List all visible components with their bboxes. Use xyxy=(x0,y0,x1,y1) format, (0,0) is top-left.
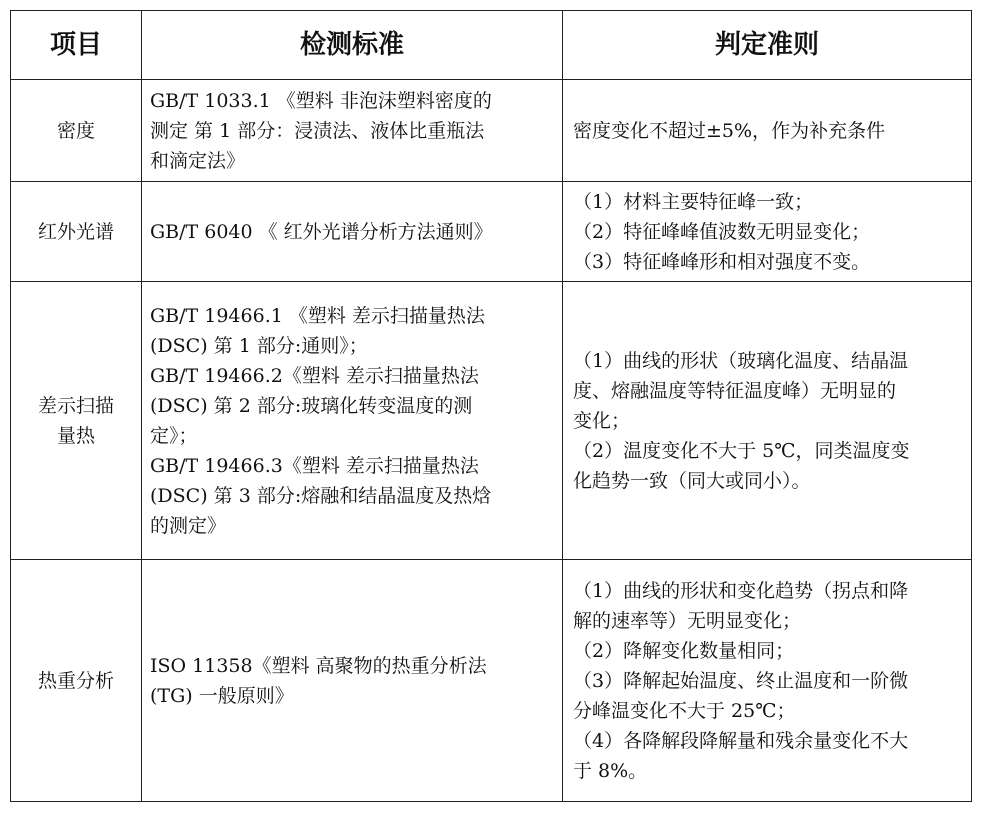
criteria-cell xyxy=(563,182,972,282)
standard-line: (DSC) 第 2 部分:玻璃化转变温度的测 xyxy=(150,394,473,417)
standard-line: GB/T 19466.2《塑料 差示扫描量热法 xyxy=(150,364,479,387)
table-row-dsc xyxy=(11,282,972,560)
criteria-line: （1）曲线的形状（玻璃化温度、结晶温 xyxy=(573,349,909,372)
criteria-cell xyxy=(563,560,972,802)
criteria-line: 密度变化不超过±5%，作为补充条件 xyxy=(573,119,886,142)
criteria-line: 分峰温变化不大于 25℃； xyxy=(573,699,796,722)
standard-cell xyxy=(142,560,563,802)
criteria-cell xyxy=(563,80,972,182)
criteria-line: （1）材料主要特征峰一致； xyxy=(573,190,814,213)
standard-cell xyxy=(142,80,563,182)
item-label: 密度 xyxy=(56,119,95,142)
criteria-line: （3）降解起始温度、终止温度和一阶微 xyxy=(573,669,909,692)
table-row-density xyxy=(11,80,972,182)
criteria-line: 变化； xyxy=(573,409,631,432)
standard-line: 的测定》 xyxy=(150,514,227,537)
item-label: 差示扫描 xyxy=(37,394,114,417)
table-row-infrared xyxy=(11,182,972,282)
standards-table xyxy=(10,10,972,802)
header-item: 项目 xyxy=(11,11,142,80)
item-cell xyxy=(11,560,142,802)
criteria-line: （2）特征峰峰值波数无明显变化； xyxy=(573,220,871,243)
table-row-tga xyxy=(11,560,972,802)
criteria-line: 度、熔融温度等特征温度峰）无明显的 xyxy=(573,379,897,402)
criteria-line: （2）温度变化不大于 5℃，同类温度变 xyxy=(573,439,910,462)
item-cell xyxy=(11,282,142,560)
standard-line: ISO 11358《塑料 高聚物的热重分析法 xyxy=(150,654,487,677)
standard-line: GB/T 6040 《 红外光谱分析方法通则》 xyxy=(150,220,493,243)
standard-line: (DSC) 第 3 部分:熔融和结晶温度及热焓 xyxy=(150,484,492,507)
criteria-line: （2）降解变化数量相同； xyxy=(573,639,795,662)
criteria-line: 解的速率等）无明显变化； xyxy=(573,609,802,632)
item-cell xyxy=(11,80,142,182)
criteria-line: （4）各降解段降解量和残余量变化不大 xyxy=(573,729,909,752)
criteria-line: 化趋势一致（同大或同小）。 xyxy=(573,469,811,492)
header-standard: 检测标准 xyxy=(142,11,563,80)
standard-line: 测定 第 1 部分：浸渍法、液体比重瓶法 xyxy=(150,119,485,142)
standard-line: 定》； xyxy=(150,424,198,447)
standard-line: (TG) 一般原则》 xyxy=(150,684,294,707)
criteria-cell xyxy=(563,282,972,560)
standard-cell xyxy=(142,282,563,560)
standard-line: GB/T 1033.1 《塑料 非泡沫塑料密度的 xyxy=(150,89,492,112)
header-criteria: 判定准则 xyxy=(563,11,972,80)
header-row xyxy=(11,11,972,80)
item-label: 红外光谱 xyxy=(37,220,114,243)
standard-line: GB/T 19466.3《塑料 差示扫描量热法 xyxy=(150,454,479,477)
standard-line: 和滴定法》 xyxy=(150,149,246,172)
criteria-line: （1）曲线的形状和变化趋势（拐点和降 xyxy=(573,579,909,602)
standard-line: (DSC) 第 1 部分:通则》； xyxy=(150,334,368,357)
standard-cell xyxy=(142,182,563,282)
criteria-line: 于 8%。 xyxy=(573,759,648,782)
item-label: 量热 xyxy=(56,424,95,447)
item-cell xyxy=(11,182,142,282)
standard-line: GB/T 19466.1 《塑料 差示扫描量热法 xyxy=(150,304,485,327)
criteria-line: （3）特征峰峰形和相对强度不变。 xyxy=(573,250,871,273)
item-label: 热重分析 xyxy=(37,669,114,692)
